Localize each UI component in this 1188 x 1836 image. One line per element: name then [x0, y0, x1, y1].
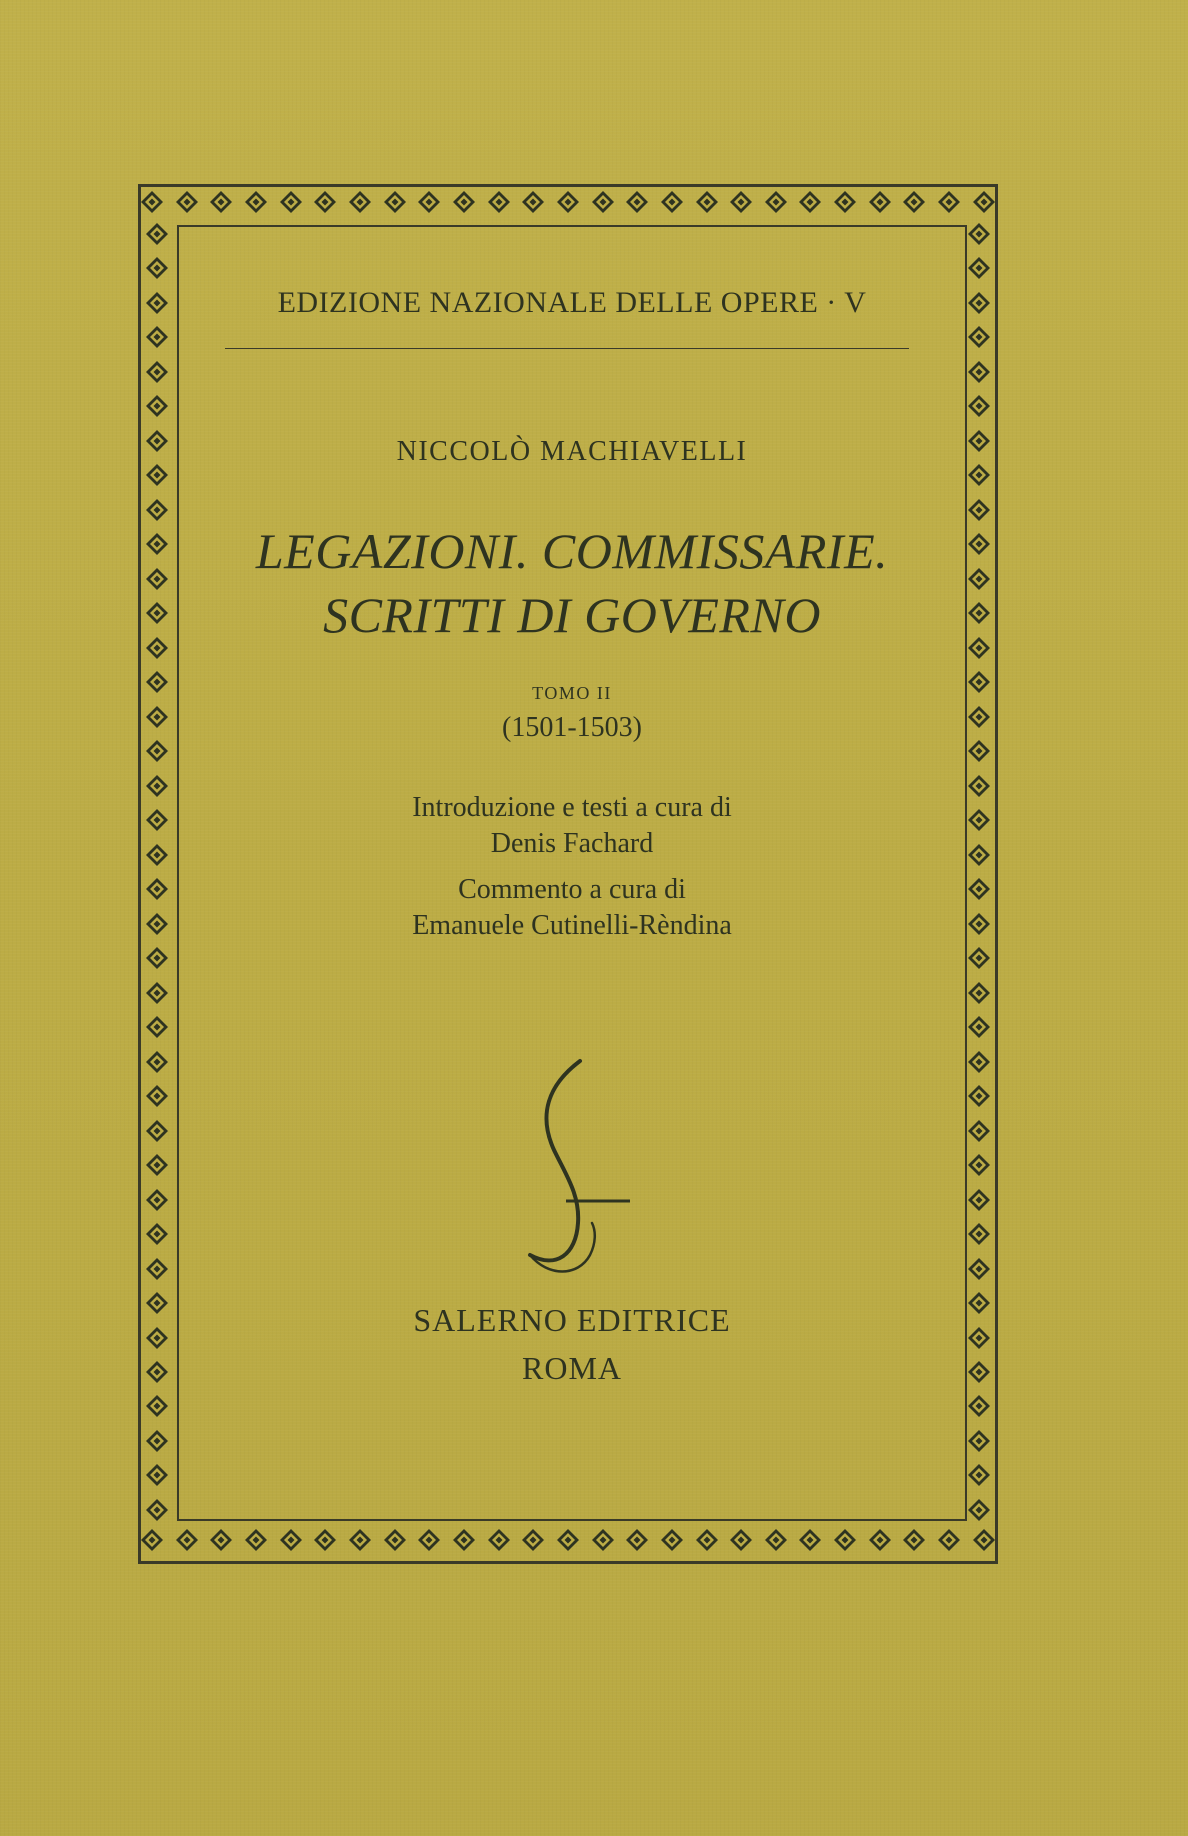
- ornament-border-right: [967, 222, 991, 1522]
- diamond-ornament-icon: [145, 1326, 169, 1350]
- diamond-ornament-icon: [145, 636, 169, 660]
- diamond-ornament-icon: [967, 1463, 991, 1487]
- diamond-ornament-icon: [729, 190, 753, 214]
- diamond-ornament-icon: [487, 1528, 511, 1552]
- editor-credit: [177, 790, 967, 862]
- diamond-ornament-icon: [972, 190, 996, 214]
- editor-name: Denis Fachard: [490, 828, 654, 859]
- diamond-ornament-icon: [967, 1291, 991, 1315]
- diamond-ornament-icon: [902, 190, 926, 214]
- book-title-line-2: SCRITTI DI GOVERNO: [323, 587, 821, 643]
- diamond-ornament-icon: [967, 325, 991, 349]
- diamond-ornament-icon: [145, 774, 169, 798]
- diamond-ornament-icon: [967, 946, 991, 970]
- diamond-ornament-icon: [244, 1528, 268, 1552]
- diamond-ornament-icon: [937, 1528, 961, 1552]
- diamond-ornament-icon: [145, 394, 169, 418]
- diamond-ornament-icon: [145, 981, 169, 1005]
- diamond-ornament-icon: [967, 222, 991, 246]
- commentator-name: Emanuele Cutinelli-Rèndina: [412, 910, 732, 941]
- ornament-border-bottom: [140, 1528, 996, 1552]
- diamond-ornament-icon: [625, 190, 649, 214]
- publisher-name: SALERNO EDITRICE: [413, 1302, 731, 1338]
- diamond-ornament-icon: [967, 394, 991, 418]
- diamond-ornament-icon: [417, 1528, 441, 1552]
- diamond-ornament-icon: [145, 291, 169, 315]
- diamond-ornament-icon: [556, 190, 580, 214]
- diamond-ornament-icon: [967, 1326, 991, 1350]
- diamond-ornament-icon: [591, 1528, 615, 1552]
- diamond-ornament-icon: [591, 190, 615, 214]
- editor-credit-label: Introduzione e testi a cura di: [412, 792, 732, 823]
- diamond-ornament-icon: [145, 739, 169, 763]
- diamond-ornament-icon: [967, 1394, 991, 1418]
- diamond-ornament-icon: [967, 739, 991, 763]
- diamond-ornament-icon: [487, 190, 511, 214]
- publisher-block: [177, 1296, 967, 1392]
- series-title: EDIZIONE NAZIONALE DELLE OPERE · V: [277, 286, 867, 319]
- diamond-ornament-icon: [660, 1528, 684, 1552]
- diamond-ornament-icon: [175, 190, 199, 214]
- diamond-ornament-icon: [145, 912, 169, 936]
- diamond-ornament-icon: [833, 190, 857, 214]
- diamond-ornament-icon: [145, 463, 169, 487]
- diamond-ornament-icon: [972, 1528, 996, 1552]
- diamond-ornament-icon: [967, 1360, 991, 1384]
- diamond-ornament-icon: [967, 567, 991, 591]
- publisher-city: ROMA: [521, 1350, 622, 1386]
- diamond-ornament-icon: [967, 1015, 991, 1039]
- volume-years: (1501-1503): [502, 712, 642, 743]
- diamond-ornament-icon: [556, 1528, 580, 1552]
- diamond-ornament-icon: [833, 1528, 857, 1552]
- diamond-ornament-icon: [175, 1528, 199, 1552]
- diamond-ornament-icon: [209, 1528, 233, 1552]
- diamond-ornament-icon: [521, 190, 545, 214]
- diamond-ornament-icon: [145, 256, 169, 280]
- diamond-ornament-icon: [452, 190, 476, 214]
- diamond-ornament-icon: [145, 1188, 169, 1212]
- author-name: NICCOLÒ MACHIAVELLI: [396, 436, 748, 467]
- diamond-ornament-icon: [145, 705, 169, 729]
- diamond-ornament-icon: [145, 1015, 169, 1039]
- diamond-ornament-icon: [145, 601, 169, 625]
- diamond-ornament-icon: [967, 981, 991, 1005]
- diamond-ornament-icon: [967, 774, 991, 798]
- diamond-ornament-icon: [967, 1119, 991, 1143]
- diamond-ornament-icon: [140, 1528, 164, 1552]
- diamond-ornament-icon: [145, 1257, 169, 1281]
- ornament-border-left: [145, 222, 169, 1522]
- diamond-ornament-icon: [145, 532, 169, 556]
- diamond-ornament-icon: [145, 1463, 169, 1487]
- diamond-ornament-icon: [967, 877, 991, 901]
- diamond-ornament-icon: [967, 1153, 991, 1177]
- diamond-ornament-icon: [145, 1291, 169, 1315]
- diamond-ornament-icon: [145, 808, 169, 832]
- diamond-ornament-icon: [967, 291, 991, 315]
- diamond-ornament-icon: [967, 360, 991, 384]
- diamond-ornament-icon: [967, 532, 991, 556]
- diamond-ornament-icon: [729, 1528, 753, 1552]
- diamond-ornament-icon: [967, 1188, 991, 1212]
- diamond-ornament-icon: [348, 1528, 372, 1552]
- diamond-ornament-icon: [145, 360, 169, 384]
- diamond-ornament-icon: [967, 429, 991, 453]
- divider-rule: [225, 348, 909, 349]
- diamond-ornament-icon: [145, 222, 169, 246]
- diamond-ornament-icon: [967, 1429, 991, 1453]
- diamond-ornament-icon: [868, 1528, 892, 1552]
- diamond-ornament-icon: [313, 190, 337, 214]
- diamond-ornament-icon: [145, 1360, 169, 1384]
- diamond-ornament-icon: [967, 808, 991, 832]
- volume-number: TOMO II: [532, 683, 612, 703]
- diamond-ornament-icon: [967, 1084, 991, 1108]
- diamond-ornament-icon: [967, 705, 991, 729]
- diamond-ornament-icon: [145, 567, 169, 591]
- diamond-ornament-icon: [145, 1153, 169, 1177]
- diamond-ornament-icon: [967, 498, 991, 522]
- diamond-ornament-icon: [279, 190, 303, 214]
- commentary-credit-label: Commento a cura di: [458, 874, 686, 905]
- diamond-ornament-icon: [145, 670, 169, 694]
- diamond-ornament-icon: [967, 463, 991, 487]
- commentary-credit: [177, 872, 967, 944]
- diamond-ornament-icon: [660, 190, 684, 214]
- diamond-ornament-icon: [452, 1528, 476, 1552]
- diamond-ornament-icon: [145, 498, 169, 522]
- diamond-ornament-icon: [521, 1528, 545, 1552]
- diamond-ornament-icon: [244, 190, 268, 214]
- diamond-ornament-icon: [145, 843, 169, 867]
- diamond-ornament-icon: [145, 1429, 169, 1453]
- diamond-ornament-icon: [145, 1084, 169, 1108]
- diamond-ornament-icon: [967, 912, 991, 936]
- diamond-ornament-icon: [798, 190, 822, 214]
- diamond-ornament-icon: [967, 1257, 991, 1281]
- diamond-ornament-icon: [383, 1528, 407, 1552]
- diamond-ornament-icon: [967, 636, 991, 660]
- diamond-ornament-icon: [764, 190, 788, 214]
- diamond-ornament-icon: [695, 1528, 719, 1552]
- diamond-ornament-icon: [145, 429, 169, 453]
- diamond-ornament-icon: [625, 1528, 649, 1552]
- diamond-ornament-icon: [279, 1528, 303, 1552]
- diamond-ornament-icon: [695, 190, 719, 214]
- diamond-ornament-icon: [902, 1528, 926, 1552]
- diamond-ornament-icon: [140, 190, 164, 214]
- diamond-ornament-icon: [967, 1222, 991, 1246]
- diamond-ornament-icon: [348, 190, 372, 214]
- diamond-ornament-icon: [145, 1498, 169, 1522]
- diamond-ornament-icon: [313, 1528, 337, 1552]
- diamond-ornament-icon: [145, 1119, 169, 1143]
- book-title-line-1: LEGAZIONI. COMMISSARIE.: [255, 523, 889, 579]
- diamond-ornament-icon: [145, 325, 169, 349]
- diamond-ornament-icon: [967, 843, 991, 867]
- diamond-ornament-icon: [967, 256, 991, 280]
- diamond-ornament-icon: [764, 1528, 788, 1552]
- ornament-border-top: [140, 190, 996, 214]
- diamond-ornament-icon: [967, 1498, 991, 1522]
- diamond-ornament-icon: [209, 190, 233, 214]
- diamond-ornament-icon: [145, 877, 169, 901]
- diamond-ornament-icon: [967, 601, 991, 625]
- diamond-ornament-icon: [868, 190, 892, 214]
- diamond-ornament-icon: [798, 1528, 822, 1552]
- diamond-ornament-icon: [383, 190, 407, 214]
- diamond-ornament-icon: [967, 1050, 991, 1074]
- diamond-ornament-icon: [417, 190, 441, 214]
- diamond-ornament-icon: [145, 1394, 169, 1418]
- diamond-ornament-icon: [145, 946, 169, 970]
- diamond-ornament-icon: [145, 1222, 169, 1246]
- diamond-ornament-icon: [967, 670, 991, 694]
- diamond-ornament-icon: [937, 190, 961, 214]
- diamond-ornament-icon: [145, 1050, 169, 1074]
- salerno-logo-icon: [508, 1055, 648, 1285]
